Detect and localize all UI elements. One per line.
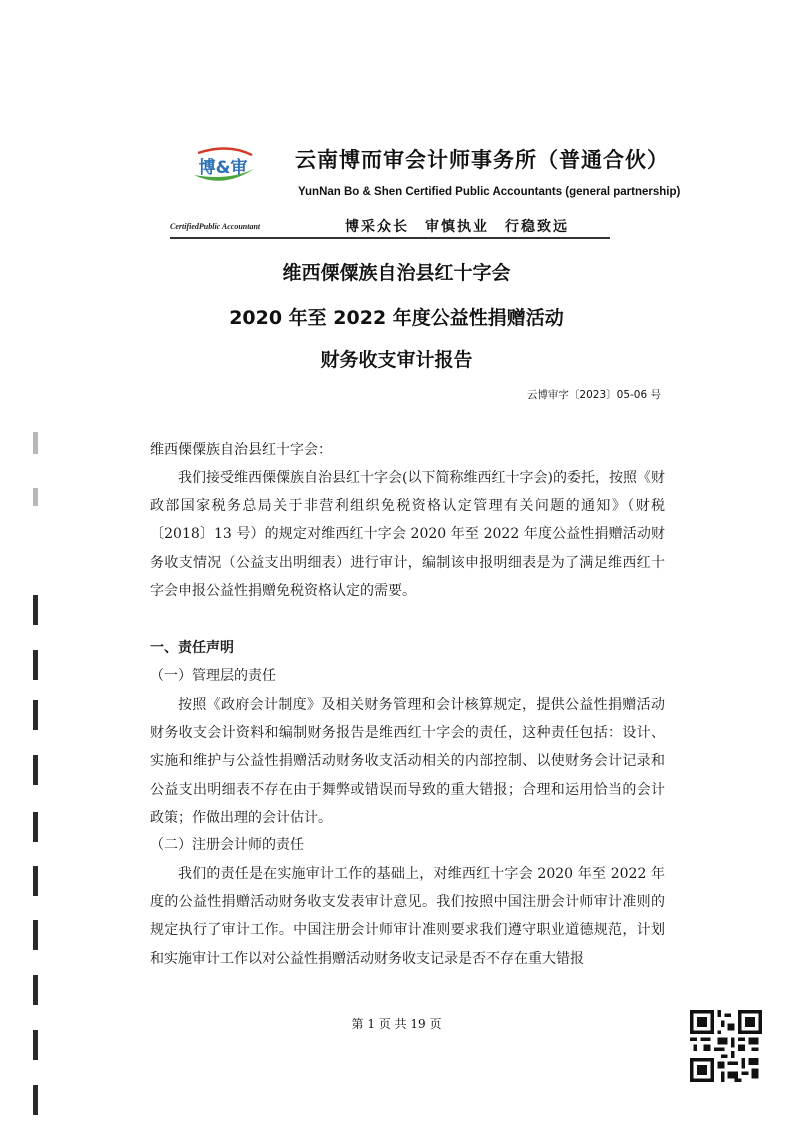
subsection-heading: （一）管理层的责任 [150, 668, 276, 684]
auditor-responsibility-paragraph: 我们的责任是在实施审计工作的基础上，对维西红十字会 2020 年至 2022 年度的公益性捐赠活动财务收支发表审计意见。我们按照中国注册会计师审计准则的规定执行了审计工作。中国注册会计师审计准则要求我们遵守职业道德规范，计划和实施审计工作以对公益性捐赠活动财务收支记录是否不存在重大错报 [150, 866, 665, 967]
firm-logo [188, 145, 258, 187]
intro-paragraph: 我们接受维西傈僳族自治县红十字会(以下简称维西红十字会)的委托，按照《财政部国家税务总局关于非营利组织免税资格认定管理有关问题的通知》（财税〔2018〕13 号）的规定对维西红十字会 2020 年至 2022 年度公益性捐赠活动财务收支情况（公益支出明细表）进行审计，编制该申报明细表是为了满足维西红十字会申报公益性捐赠免税资格认定的需要。 [150, 470, 665, 599]
firm-motto [345, 216, 585, 236]
cpa-tag: CertifiedPublic Accountant [170, 222, 261, 231]
report-title-line-2: 2020 年至 2022 年度公益性捐赠活动 [229, 307, 564, 329]
header-divider [170, 237, 610, 239]
report-title-line-3: 财务收支审计报告 [320, 349, 473, 371]
motto-phrase: 审慎执业 [425, 219, 489, 235]
binding-mark [33, 1085, 38, 1115]
document-number: 云博审字〔2023〕05-06 号 [526, 389, 661, 401]
motto-phrase: 行稳致远 [505, 219, 569, 235]
logo-text: 博&审 [198, 158, 248, 178]
section-heading: 一、责任声明 [150, 640, 234, 656]
binding-mark [33, 488, 38, 506]
binding-mark [33, 432, 38, 454]
motto-phrase: 博采众长 [345, 219, 409, 235]
binding-mark [33, 1030, 38, 1060]
binding-mark [33, 595, 38, 625]
firm-name-cn: 云南博而审会计师事务所（普通合伙） [295, 148, 669, 172]
binding-mark [33, 650, 38, 680]
letterhead [170, 130, 681, 245]
page-number: 第 1 页 共 19 页 [351, 1017, 442, 1031]
binding-mark [33, 812, 38, 842]
management-responsibility-paragraph: 按照《政府会计制度》及相关财务管理和会计核算规定，提供公益性捐赠活动财务收支会计资料和编制财务报告是维西红十字会的责任，这种责任包括：设计、实施和维护与公益性捐赠活动财务收支活动相关的内部控制、以使财务会计记录和公益支出明细表不存在由于舞弊或错误而导致的重大错报；合理和运用恰当的会计政策；作做出理的会计估计。 [150, 697, 665, 826]
binding-mark [33, 700, 38, 730]
binding-mark [33, 755, 38, 785]
binding-mark [33, 866, 38, 896]
salutation: 维西傈僳族自治县红十字会： [150, 442, 332, 458]
subsection-heading: （二）注册会计师的责任 [150, 837, 304, 853]
qr-code-icon [690, 1010, 762, 1082]
binding-mark [33, 920, 38, 950]
report-title-line-1: 维西傈僳族自治县红十字会 [282, 262, 511, 284]
firm-name-en: YunNan Bo & Shen Certified Public Accountants (general partnership) [298, 186, 681, 198]
binding-mark [33, 975, 38, 1005]
